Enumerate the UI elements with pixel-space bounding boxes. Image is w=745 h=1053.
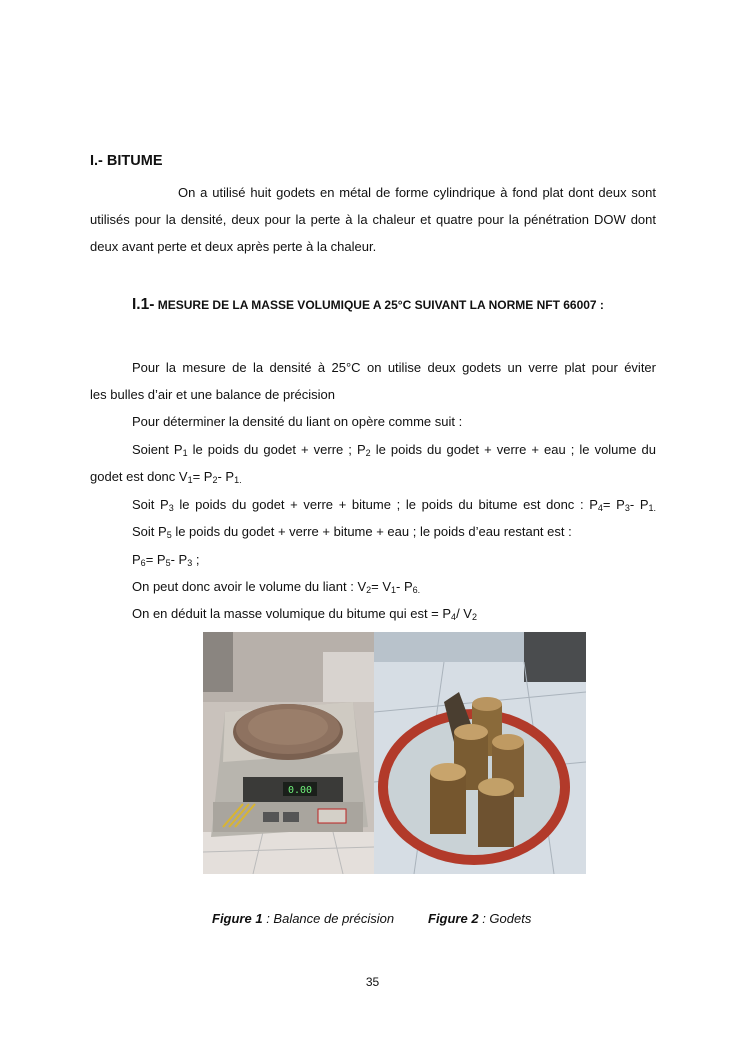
godets-illustration bbox=[374, 632, 586, 874]
paragraph-6 bbox=[132, 546, 199, 573]
p3-text-b: le poids du godet + verre ; P bbox=[187, 442, 366, 457]
intro-paragraph bbox=[90, 179, 656, 260]
paragraph-5 bbox=[132, 518, 572, 545]
paragraph-4 bbox=[132, 491, 656, 518]
p4-sub-1: 3 bbox=[168, 503, 174, 513]
p3-line2-sub-3: 1. bbox=[234, 475, 242, 485]
paragraph-1-text-a: Pour la mesure de la densité à 25°C on utilise deux godets un verre plat pour éviter bbox=[132, 360, 656, 375]
p7-sub-3: 6. bbox=[412, 585, 421, 595]
figure-2-label: Figure 2 bbox=[428, 911, 479, 926]
p4-text-c: = P bbox=[602, 497, 625, 512]
p3-line2-sub-1: 1 bbox=[187, 475, 193, 485]
paragraph-7 bbox=[132, 573, 420, 600]
intro-text: On a utilisé huit godets en métal de forme cylindrique à fond plat dont deux sont utilisés pour la densité, deux pour la perte à la chaleur et quatre pour la pénétration DOW dont deux avant perte et deux après perte à la chaleur. bbox=[90, 185, 656, 254]
p5-text-b: le poids du godet + verre + bitume + eau ; le poids d’eau restant est : bbox=[171, 524, 572, 539]
scale-display-reading: 0.00 bbox=[287, 785, 313, 796]
page-number: 35 bbox=[365, 975, 380, 989]
paragraph-2 bbox=[132, 408, 462, 435]
p3-text-a: Soient P bbox=[132, 442, 183, 457]
p6-text-c: - P bbox=[170, 552, 188, 567]
paragraph-8 bbox=[132, 600, 477, 627]
p8-sub-1: 4 bbox=[451, 612, 457, 622]
p8-text-b: / V bbox=[456, 606, 472, 621]
p6-text-d: ; bbox=[192, 552, 200, 567]
p4-sub-2: 4 bbox=[597, 503, 603, 513]
p4-sub-3: 3 bbox=[624, 503, 630, 513]
paragraph-1-line-1 bbox=[132, 354, 656, 381]
paragraph-2-text: Pour déterminer la densité du liant on opère comme suit : bbox=[132, 414, 463, 429]
subsection-title bbox=[132, 296, 604, 314]
paragraph-1-line-2 bbox=[90, 381, 335, 408]
section-title: I.- BITUME bbox=[90, 153, 163, 169]
p4-text-a: Soit P bbox=[132, 497, 169, 512]
p6-sub-2: 5 bbox=[165, 558, 171, 568]
p4-text-d: - P bbox=[629, 497, 649, 512]
subsection-label: MESURE DE LA MASSE VOLUMIQUE A 25°C SUIVANT LA NORME NFT 66007 : bbox=[154, 298, 604, 312]
p8-text-a: On en déduit la masse volumique du bitume qui est = P bbox=[132, 606, 452, 621]
p7-text-c: - P bbox=[396, 579, 413, 594]
balance-illustration bbox=[203, 632, 374, 874]
p5-text-a: Soit P bbox=[132, 524, 167, 539]
p3-sub-1: 1 bbox=[182, 448, 188, 458]
p6-text-a: P bbox=[132, 552, 141, 567]
p4-sub-4: 1. bbox=[648, 503, 657, 513]
paragraph-1-text-b: les bulles d’air et une balance de précision bbox=[90, 387, 335, 402]
p7-sub-2: 1 bbox=[391, 585, 397, 595]
p5-sub-1: 5 bbox=[166, 530, 172, 540]
figure-1-caption bbox=[212, 911, 394, 926]
photo-precision-balance bbox=[203, 632, 374, 874]
p3-sub-2: 2 bbox=[365, 448, 371, 458]
p3-text-c: le poids du godet + verre + eau ; le volume du bbox=[370, 442, 656, 457]
p3-line2-text-b: = P bbox=[192, 469, 213, 484]
p3-line2-text-a: godet est donc V bbox=[90, 469, 188, 484]
p3-line2-text-c: - P bbox=[217, 469, 235, 484]
figure-2-caption bbox=[428, 911, 531, 926]
p7-text-a: On peut donc avoir le volume du liant : V bbox=[132, 579, 367, 594]
paragraph-3-line-1 bbox=[132, 436, 656, 463]
p3-line2-sub-2: 2 bbox=[212, 475, 218, 485]
p6-text-b: = P bbox=[145, 552, 166, 567]
figure-1-label: Figure 1 bbox=[212, 911, 263, 926]
paragraph-3-line-2 bbox=[90, 463, 242, 490]
figure-2-text: : Godets bbox=[478, 911, 532, 926]
p6-sub-3: 3 bbox=[187, 558, 193, 568]
p8-sub-2: 2 bbox=[471, 612, 477, 622]
photo-godets bbox=[374, 632, 586, 874]
p6-sub-1: 6 bbox=[140, 558, 146, 568]
figure-1-text: : Balance de précision bbox=[262, 911, 395, 926]
p4-text-b: le poids du godet + verre + bitume ; le poids du bitume est donc : P bbox=[173, 497, 598, 512]
subsection-number: I.1- bbox=[132, 296, 155, 313]
p7-text-b: = V bbox=[371, 579, 392, 594]
p7-sub-1: 2 bbox=[366, 585, 372, 595]
